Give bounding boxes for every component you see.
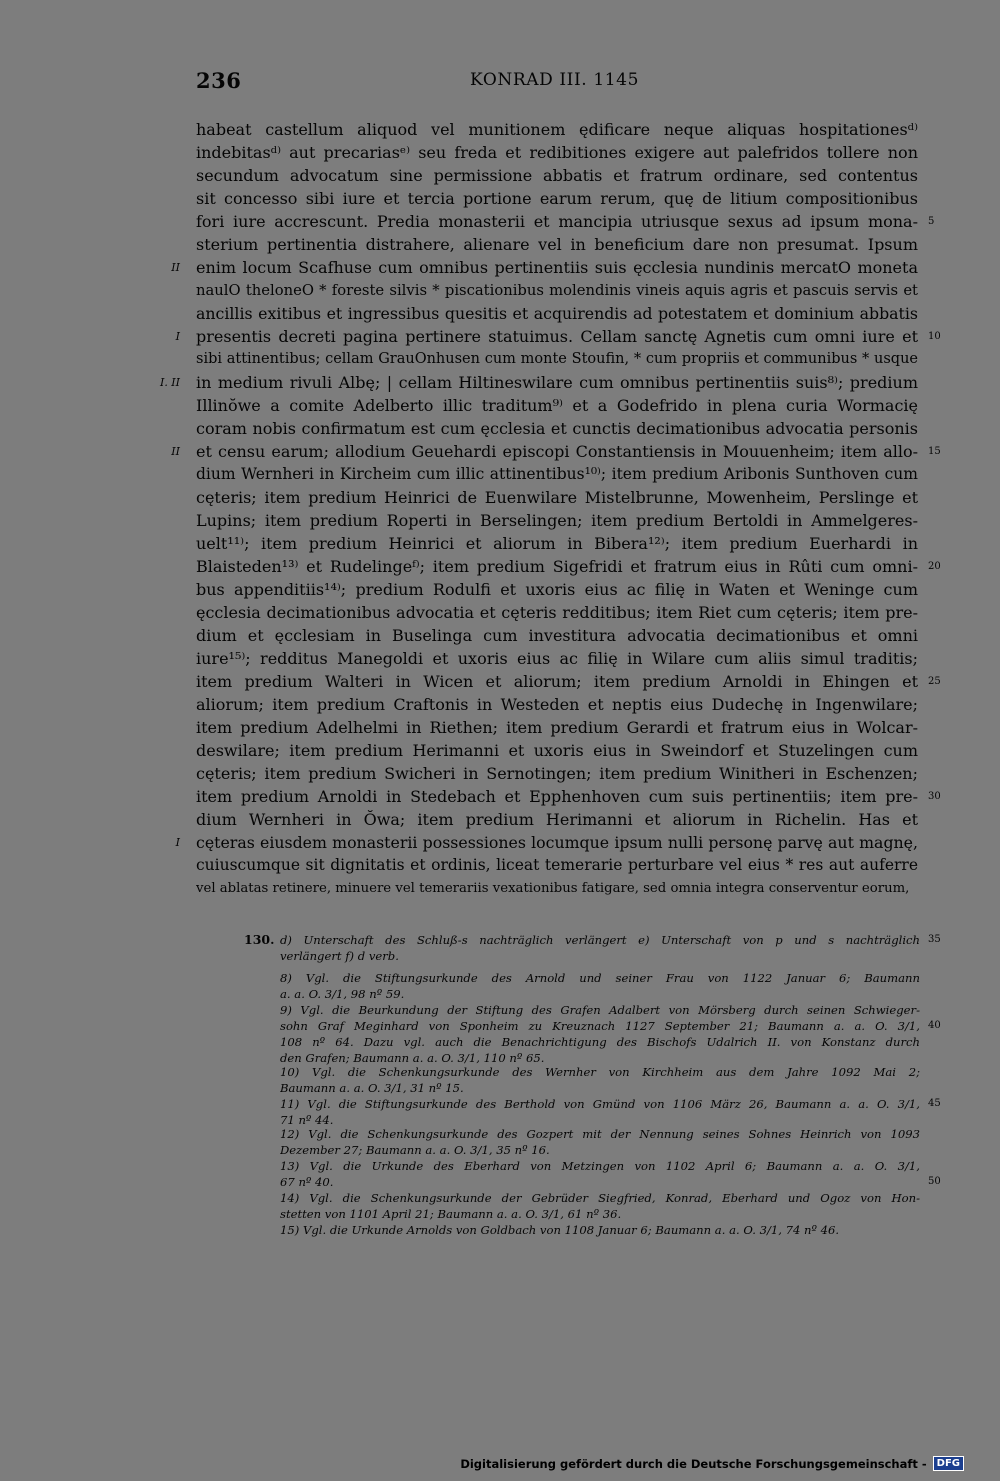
footnote-line: 13) Vgl. die Urkunde des Eberhard von Metzingen von 1102 April 6; Baumann a. a. O. 3/1, <box>280 1159 920 1173</box>
footnote-line: 71 nº 44. <box>280 1113 334 1127</box>
body-line: coram nobis confirmatum est cum ęcclesia et cunctis decimationibus advocatia personis <box>196 419 918 438</box>
line-number: 30 <box>928 791 941 802</box>
margin-note: II <box>171 445 180 458</box>
footnote-line-number: 40 <box>928 1020 941 1031</box>
body-line: dium Wernheri in Kircheim cum illic attinentibus¹⁰⁾; item predium Aribonis Sunthoven cum <box>196 465 918 483</box>
margin-note: I <box>175 836 180 849</box>
body-line: cęteris; item predium Heinrici de Euenwilare Mistelbrunne, Mowenheim, Perslinge et <box>196 488 918 507</box>
body-line: cuiuscumque sit dignitatis et ordinis, liceat temerarie perturbare vel eius * res aut auferre <box>196 856 918 874</box>
line-number: 25 <box>928 676 941 687</box>
body-line: dium Wernheri in Ŏwa; item predium Herimanni et aliorum in Richelin. Has et <box>196 810 918 829</box>
footnote-line: a. a. O. 3/1, 98 nº 59. <box>280 987 405 1001</box>
margin-note: II <box>171 261 180 274</box>
digitization-footer <box>460 1456 964 1471</box>
line-number: 10 <box>928 331 941 342</box>
footnote-line: stetten von 1101 April 21; Baumann a. a. O. 3/1, 61 nº 36. <box>280 1207 622 1221</box>
page-number: 236 <box>196 68 242 93</box>
footnote-line: Baumann a. a. O. 3/1, 31 nº 15. <box>280 1081 464 1095</box>
body-line: et censu earum; allodium Geuehardi episcopi Constantiensis in Mouuenheim; item allo- <box>196 442 918 461</box>
footnote-line-number: 35 <box>928 934 941 945</box>
body-line: item predium Adelhelmi in Riethen; item predium Gerardi et fratrum eius in Wolcar- <box>196 718 918 737</box>
body-line: deswilare; item predium Herimanni et uxoris eius in Sweindorf et Stuzelingen cum <box>196 741 918 760</box>
line-number: 20 <box>928 561 941 572</box>
body-line: sterium pertinentia distrahere, alienare vel in beneficium dare non presumat. Ipsum <box>196 235 918 254</box>
footnote-line: Dezember 27; Baumann a. a. O. 3/1, 35 nº 16. <box>280 1143 550 1157</box>
footnote-line: sohn Graf Meginhard von Sponheim zu Kreuznach 1127 September 21; Baumann a. a. O. 3/1, <box>280 1019 920 1033</box>
footnote-line: den Grafen; Baumann a. a. O. 3/1, 110 nº 65. <box>280 1051 545 1065</box>
body-line: naulO theloneO * foreste silvis * piscationibus molendinis vineis aquis agris et pascuis servis et <box>196 282 918 299</box>
footnote-line: 67 nº 40. <box>280 1175 334 1189</box>
line-number: 5 <box>928 216 935 227</box>
body-line: Blaisteden¹³⁾ et Rudelingeᶠ⁾; item predium Sigefridi et fratrum eius in Rûti cum omni- <box>196 557 918 576</box>
footnote-line: d) Unterschaft des Schluß-s nachträglich verlängert e) Unterschaft von p und s nachträglich <box>280 933 920 947</box>
footnote-document-number: 130. <box>244 932 275 947</box>
body-line: iure¹⁵⁾; redditus Manegoldi et uxoris eius ac filię in Wilare cum aliis simul traditis; <box>196 649 918 668</box>
footer-text: Digitalisierung gefördert durch die Deutsche Forschungsgemeinschaft - <box>460 1456 927 1471</box>
line-number: 15 <box>928 446 941 457</box>
body-line: ancillis exitibus et ingressibus quesitis et acquirendis ad potestatem et dominium abbatis <box>196 304 918 323</box>
body-line: sit concesso sibi iure et tercia portione earum rerum, quę de litium compositionibus <box>196 189 918 208</box>
footnote-line: 12) Vgl. die Schenkungsurkunde des Gozpert mit der Nennung seines Sohnes Heinrich von 1093 <box>280 1127 920 1141</box>
body-line: in medium rivuli Albę; | cellam Hiltineswilare cum omnibus pertinentiis suis⁸⁾; predium <box>196 373 918 392</box>
body-line: dium et ęcclesiam in Buselinga cum investitura advocatia decimationibus et omni <box>196 626 918 645</box>
footnote-line-number: 45 <box>928 1098 941 1109</box>
running-title: KONRAD III. 1145 <box>470 70 639 90</box>
body-line: Lupins; item predium Roperti in Berselingen; item predium Bertoldi in Ammelgeres- <box>196 511 918 530</box>
body-line: enim locum Scafhuse cum omnibus pertinentiis suis ęcclesia nundinis mercatO moneta <box>196 258 918 277</box>
footnote-line: 10) Vgl. die Schenkungsurkunde des Wernher von Kirchheim aus dem Jahre 1092 Mai 2; <box>280 1065 920 1079</box>
body-line: Illinŏwe a comite Adelberto illic traditum⁹⁾ et a Godefrido in plena curia Wormacię <box>196 396 918 415</box>
body-line: cęteris; item predium Swicheri in Sernotingen; item predium Winitheri in Eschenzen; <box>196 764 918 783</box>
footnote-line: 108 nº 64. Dazu vgl. auch die Benachrichtigung des Bischofs Udalrich II. von Konstanz durch <box>280 1035 920 1049</box>
body-line: cęteras eiusdem monasterii possessiones locumque ipsum nulli personę parvę aut magnę, <box>196 833 918 852</box>
margin-note: I. II <box>159 376 180 389</box>
body-line: fori iure accrescunt. Predia monasterii et mancipia utriusque sexus ad ipsum mona- <box>196 212 918 231</box>
body-line: bus appenditiis¹⁴⁾; predium Rodulfi et uxoris eius ac filię in Waten et Weninge cum <box>196 580 918 599</box>
body-line: ęcclesia decimationibus advocatia et cęteris redditibus; item Riet cum cęteris; item pre- <box>196 603 918 622</box>
dfg-logo: DFG <box>933 1456 964 1471</box>
body-line: aliorum; item predium Craftonis in Westeden et neptis eius Dudechę in Ingenwilare; <box>196 695 918 714</box>
footnote-line: 15) Vgl. die Urkunde Arnolds von Goldbach von 1108 Januar 6; Baumann a. a. O. 3/1, 74 nº 46. <box>280 1223 840 1237</box>
body-line: presentis decreti pagina pertinere statuimus. Cellam sanctę Agnetis cum omni iure et <box>196 327 918 346</box>
body-line: vel ablatas retinere, minuere vel temerariis vexationibus fatigare, sed omnia integra conserventur eorum, <box>196 881 910 896</box>
body-line: secundum advocatum sine permissione abbatis et fratrum ordinare, sed contentus <box>196 166 918 185</box>
footnote-line-number: 50 <box>928 1176 941 1187</box>
footnote-line: 8) Vgl. die Stiftungsurkunde des Arnold und seiner Frau von 1122 Januar 6; Baumann <box>280 971 920 985</box>
footnote-line: verlängert f) d verb. <box>280 949 399 963</box>
margin-note: I <box>175 330 180 343</box>
body-line: indebitasᵈ⁾ aut precariasᵉ⁾ seu freda et redibitiones exigere aut palefridos tollere non <box>196 143 918 162</box>
body-line: habeat castellum aliquod vel munitionem ędificare neque aliquas hospitationesᵈ⁾ <box>196 120 918 139</box>
body-line: sibi attinentibus; cellam GrauOnhusen cum monte Stoufin, * cum propriis et communibus * usque <box>196 351 918 367</box>
body-line: item predium Walteri in Wicen et aliorum; item predium Arnoldi in Ehingen et <box>196 672 918 691</box>
footnote-line: 11) Vgl. die Stiftungsurkunde des Berthold von Gmünd von 1106 März 26, Baumann a. a. O. 3/1, <box>280 1097 920 1111</box>
body-line: uelt¹¹⁾; item predium Heinrici et aliorum in Bibera¹²⁾; item predium Euerhardi in <box>196 534 918 553</box>
footnote-line: 14) Vgl. die Schenkungsurkunde der Gebrüder Siegfried, Konrad, Eberhard und Ogoz von Hon- <box>280 1191 920 1205</box>
body-line: item predium Arnoldi in Stedebach et Epphenhoven cum suis pertinentiis; item pre- <box>196 787 918 806</box>
footnote-line: 9) Vgl. die Beurkundung der Stiftung des Grafen Adalbert von Mörsberg durch seinen Schwieger- <box>280 1003 920 1017</box>
